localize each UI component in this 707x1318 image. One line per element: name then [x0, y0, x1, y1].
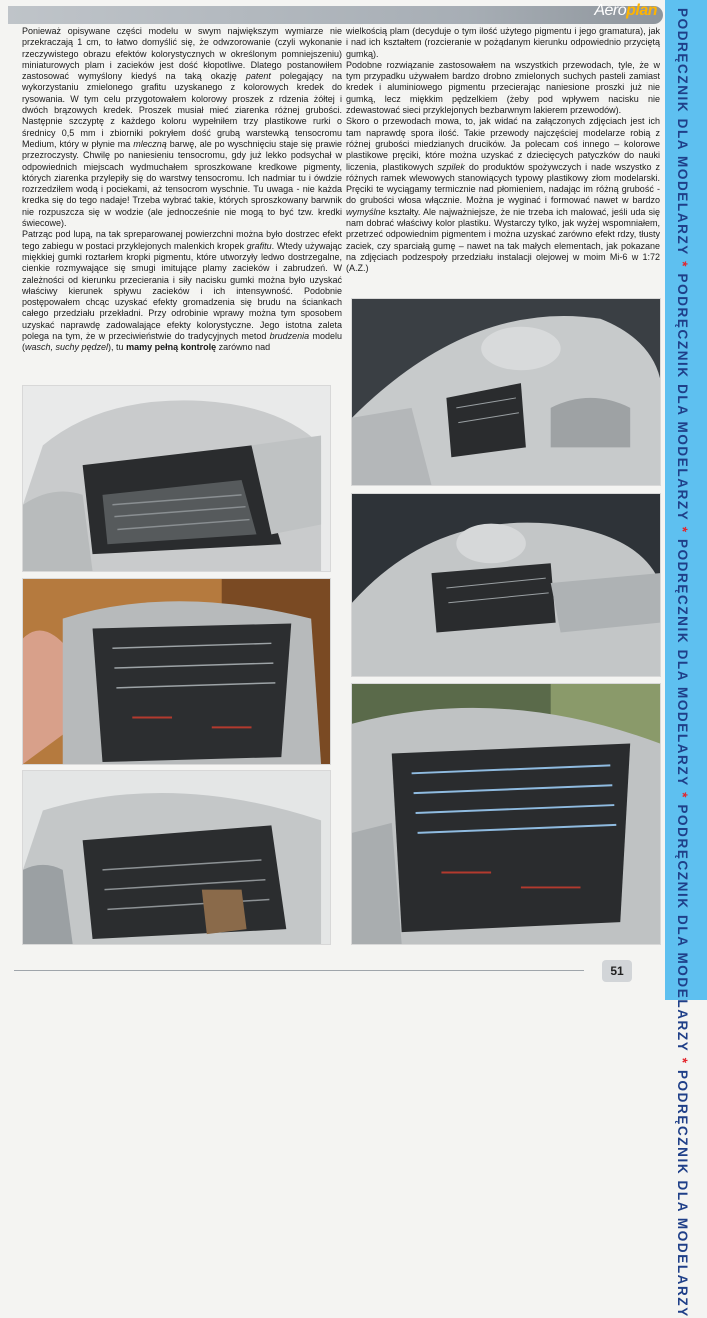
banner-segment: PODRĘCZNIK DLA MODELARZY [675, 538, 690, 787]
article-paragraph: Skoro o przewodach mowa, to, jak widać na załączonych zdjęciach jest ich tam naprawdę spora ilość. Takie przewody najczęściej modelarze robią z różnej grubości miedzianych drucików. Ja polecam coś innego – kolorowe plastikowe pręciki, które można uzyskać z dziecięcych patyczków do nauki liczenia, plastikowych szpilek do produktów spożywczych i nade wszystko z różnych ramek wlewowych stanowiących typowy plastikowy złom modelarski. Pręciki te wyciągamy termicznie nad płomieniem, nadając im różną grubość - do grubości włosa włącznie. Można je wyginać i formować nawet w bardzo wymyślne kształty. Ale najważniejsze, że nie trzeba ich malować, jeśli uda się nam dobrać właściwy kolor plastiku. Wystarczy tylko, jak wyżej wspomniałem, przetrzeć odpowiednim pigmentem i można uzyskać zarówno efekt rdzy, tłusty zaciek, czy sparciałą gumę – nawet na tak małych elementach, jak pokazane na zdjęciach podzespoły przedziału instalacji olejowej w moim Mi-6 w 1:72 (A.Z.) [346, 116, 660, 274]
model-photo [351, 298, 661, 486]
model-photo-image [352, 684, 660, 944]
model-photo-image [352, 494, 660, 676]
banner-star: * [675, 1057, 690, 1065]
model-photo-image [23, 579, 330, 764]
page-number: 51 [602, 960, 632, 982]
model-photo-image [23, 386, 330, 571]
model-photo [22, 385, 331, 572]
banner-segment: PODRĘCZNIK DLA MODELARZY [675, 273, 690, 522]
magazine-logo [594, 2, 657, 20]
banner-star: * [675, 526, 690, 534]
model-photo [22, 578, 331, 765]
banner-segment: PODRĘCZNIK DLA MODELARZY [675, 8, 690, 256]
article-paragraph: Patrząc pod lupą, na tak spreparowanej powierzchni można było dostrzec efekt tego zabiegu w postaci przyklejonych malenkich kropek grafitu. Wtedy używając miękkiej gumki roztarłem kropki pigmentu, które utworzyły ledwo dostrzegalne, cienkie rozmywające się smugi imitujące plamy zacieków i zabrudzeń. W zależności od kierunku przecierania i siły nacisku gumki można było uzyskać właściwy kierunek spływu zacieków i ich intensywność. Podobnie postępowałem chcąc uzyskać efekty gromadzenia się brudu na ściankach całego przedziału przekładni. Przy odrobinie wprawy można tym sposobem uzyskać naprawdę zadowalające efekty kolorystyczne. Jego istotna zaleta polega na tym, że w przeciwieństwie do tradycyjnych metod brudzenia modelu (wasch, suchy pędzel), tu mamy pełną kontrolę zarówno nad [22, 229, 342, 353]
article-paragraph: Ponieważ opisywane części modelu w swym największym wymiarze nie przekraczają 1 cm, to łatwo domyślić się, że odwzorowanie (czyli wykonanie rzeczywistego obrazu efektów kolorystycznych w określonym pomniejszeniu) miniaturowych plam i zacieków jest dość kłopotliwe. Dlatego postanowiłem zastosować wymyślony kiedyś na taką okazję patent polegający na wykorzystaniu zmielonego grafitu uzyskanego z kolorowych kredek do rysowania. W tym celu przygotowałem kolorowy proszek z rdzenia żółtej i dwóch brązowych kredek. Proszek musiał mieć ziarenka różnej grubości. Następnie szczyptę z każdego koloru wypełniłem trzy plastikowe rurki o średnicy 0,5 mm i zbiorniki pokryłem dość grubą warstewką tensocromu Medium, który w płynie ma mleczną barwę, ale po wyschnięciu staje się prawie przezroczysty. Chwilę po naniesieniu tensocromu, gdy już lekko podsychał w odpowiednich miejscach wydmuchałem sproszkowane kredkowe pigmenty, których ziarenka przylepiły się do warstwy tensocromu. Ich nadmiar tu i ówdzie rozrzedziłem wodą i pociekami, aż tensocrom wyschnie. Tu uwaga - nie każda kredka się do tego nadaje! Trzeba wybrać takie, których sproszkowany barwnik nie rozpuszcza się w wodzie (ale jednocześnie nie mogą to być tzw. kredki świecowe). [22, 26, 342, 229]
article-paragraph: Podobne rozwiązanie zastosowałem na wszystkich przewodach, tyle, że w tym przypadku używałem bardzo drobno zmielonych suchych pasteli zamiast kredek i aluminiowego pigmentu przecierając naniesione proszki już nie gumką, lecz miękkim pędzelkiem (żeby pod wpływem nacisku nie zdewastować sieci przyklejonych bezbarwnym lakierem przewodów). [346, 59, 660, 116]
banner-star: * [675, 261, 690, 269]
logo-part-1: Aero [594, 2, 627, 19]
model-photo [22, 770, 331, 945]
model-photo-image [23, 771, 330, 944]
article-column-left [22, 26, 342, 354]
article-column-right [346, 26, 660, 275]
model-photo [351, 493, 661, 677]
banner-segment: PODRĘCZNIK DLA MODELARZY [675, 1069, 690, 1318]
model-photo-image [352, 299, 660, 485]
footer-rule [14, 970, 584, 971]
model-photo [351, 683, 661, 945]
header-bar [8, 2, 663, 24]
banner-segment: PODRĘCZNIK DLA MODELARZY [675, 804, 690, 1053]
side-banner [665, 0, 707, 1318]
article-paragraph: wielkością plam (decyduje o tym ilość użytego pigmentu i jego gramatura), jak i nad ich kształtem (rozcieranie w pożądanym kierunku odpowiednio przyciętą gumką). [346, 26, 660, 59]
side-banner-text [675, 8, 690, 1318]
banner-star: * [675, 792, 690, 800]
logo-part-2: plan [626, 2, 657, 19]
